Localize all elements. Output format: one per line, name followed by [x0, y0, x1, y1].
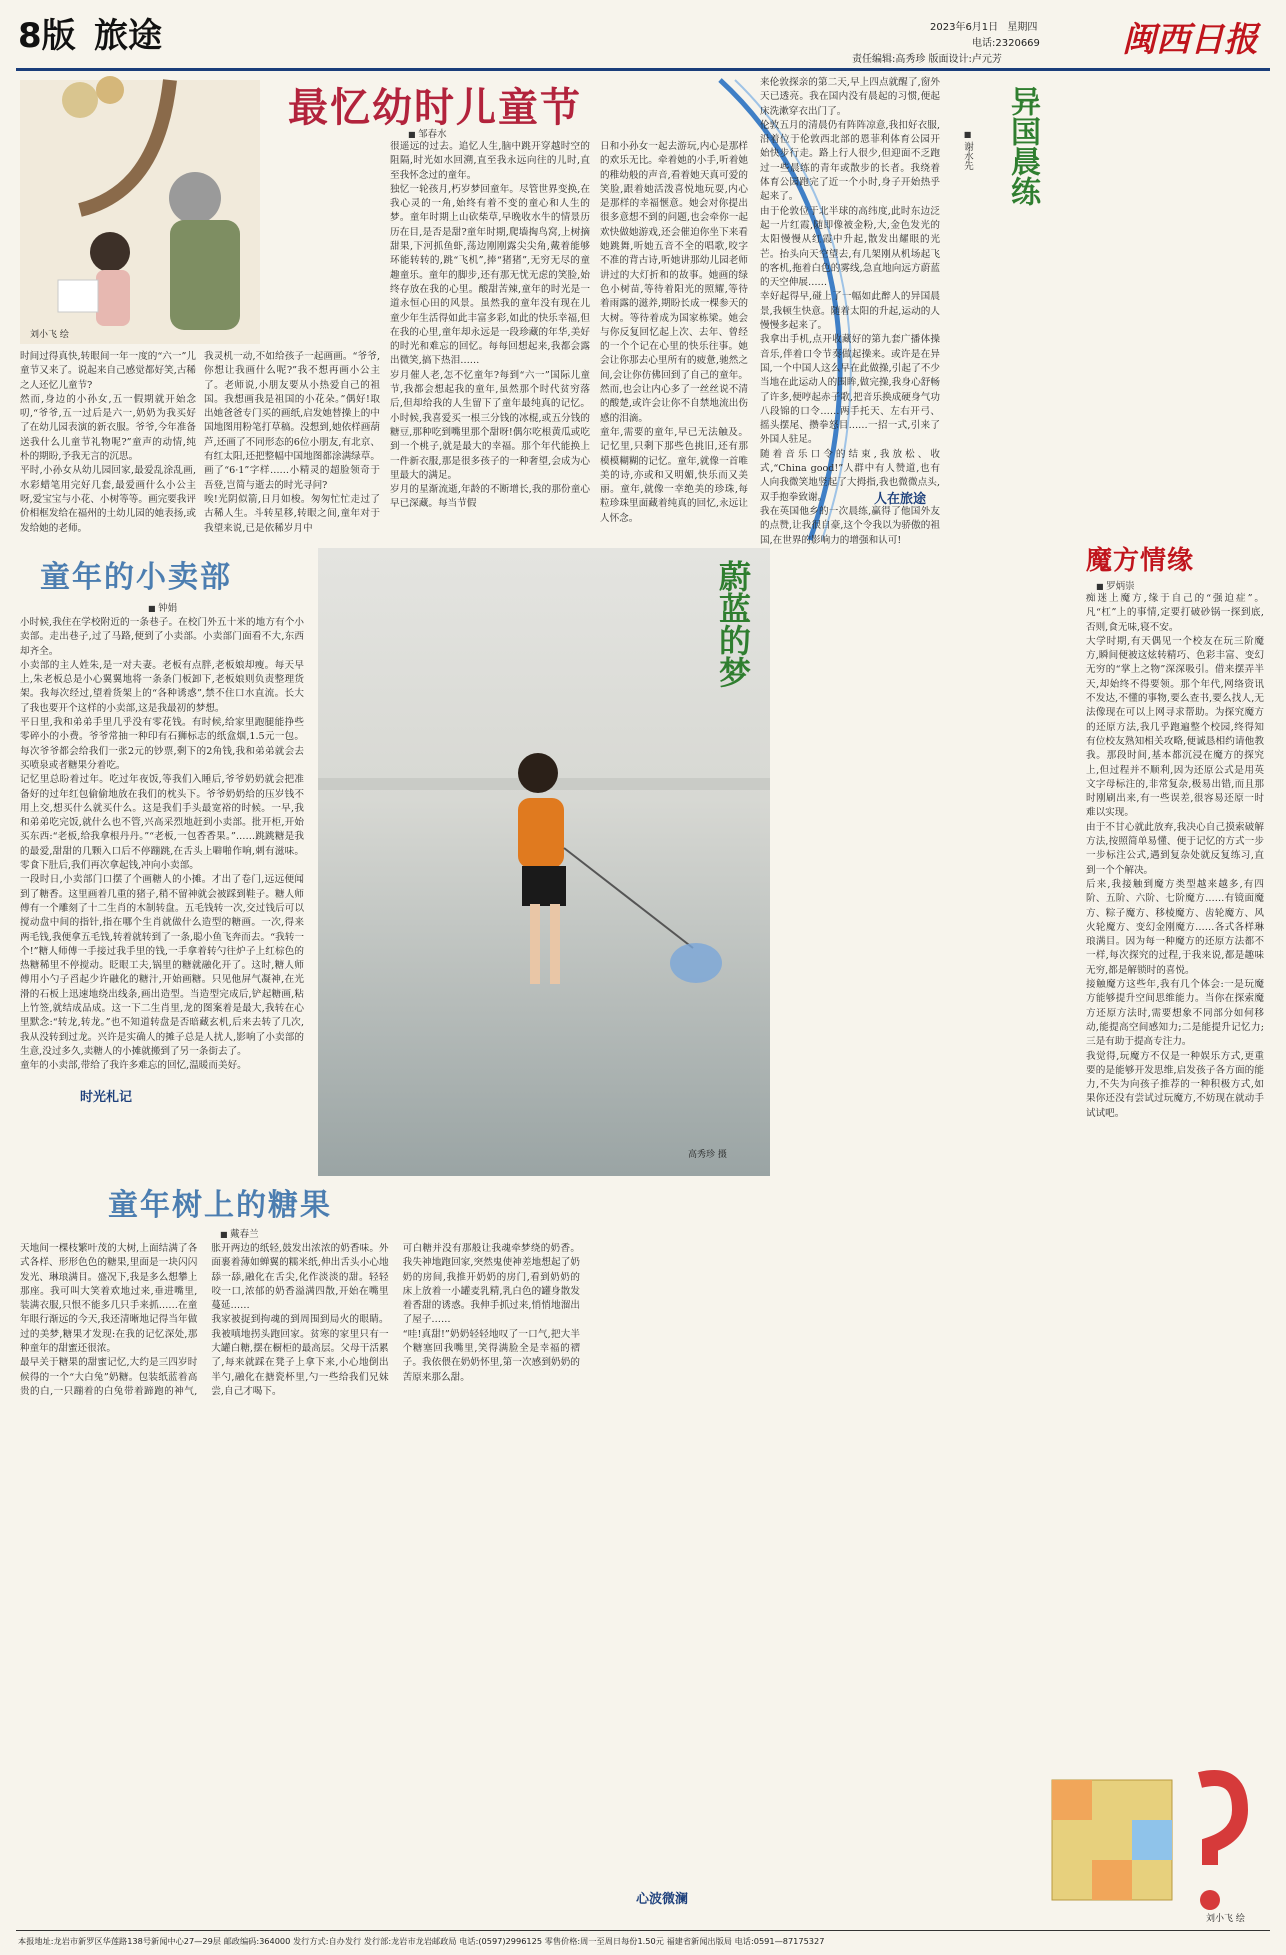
paper-name-logo: 闽西日报: [1122, 20, 1258, 60]
header: [0, 0, 1286, 65]
header-date: [930, 18, 1037, 33]
photo-credit: 高秀珍 摄: [688, 1150, 727, 1160]
byline: ■ 邹春水: [408, 126, 447, 140]
article-column: 日和小孙女一起去游玩,内心是那样的欢乐无比。牵着她的小手,听着她的稚幼般的声音,看着她天真可爱的笑脸,跟着她活泼喜悦地玩耍,内心是那样的幸福惬意。她会对你提出很多意想不到的问题,也会牵你一起欢快做她游戏,还会催迫你坐下来看她跳舞,听她五音不全的唱歌,咬字不准的背古诗,听她讲那幼儿园老师讲过的大灯折和的故事。她画的绿色小树苗,等待着阳光的照耀,等待着雨露的滋养,期盼长成一棵参天的大树。等待着成为国家栋梁。她会与你反复回忆起上次、去年、曾经的一个个记在心里的快乐往事。她会让你那去心里所有的疲惫,驰然之间,会让你仿佛回到了自己的童年。然而,也会让内心多了一丝丝说不清的酸楚,或许会让你不自禁地流出伤感的泪滴。 童年,需要的童年,早已无法触及。记忆里,只剩下那些色挑旧,还有那模模糊糊的记忆。童年,就像一首唯美的诗,亦或和又明媚,快乐而又美丽。童年,就像一幸绝美的珍珠,每粒珍珠里面藏着纯真的回忆,永远让人怀念。: [600, 141, 748, 524]
article-text: 小时候,我住在学校附近的一条巷子。在校门外五十米的地方有个小卖部。走出巷子,过了马路,便到了小卖部。小卖部门面看不大,东西却齐全。 小卖部的主人姓朱,是一对夫妻。老板有点胖,老板娘却瘦。每天早上,朱老板总是小心翼翼地将一条条门板卸下,老板娘则负责整理货架。我每次经过,望着货架上的“各种诱惑”,禁不住口水直流。长大了我也要开个这样的小卖部,这是我最初的梦想。 平日里,我和弟弟手里几乎没有零花钱。有时候,给家里跑腿能挣些零碎小的小费。爷爷常抽一种印有石狮标志的纸盒烟,1.5元一包。每次爷爷都会给我们一张2元的钞票,剩下的2角钱,我和弟弟就会去买喷泉或者糖果分着吃。 记忆里总盼着过年。吃过年夜饭,等我们入睡后,爷爷奶奶就会把准备好的过年红包偷偷地放在我们的枕头下。爷爷奶奶给的压岁钱不用上交,想买什么就买什么。这是我们手头最宽裕的时候。一早,我和弟弟吃完饭,就什么也不管,兴高采烈地赶到小卖部。批开柜,开始买东西:“老板,给我拿根丹丹。”“老板,一包香香果。”……跳跳糖是我的最爱,甜甜的几颗入口后不停蹦跳,在舌头上噼啪作响,刺有滋味。零食下肚后,我们再次拿起钱,冲向小卖部。 一段时日,小卖部门口摆了个画糖人的小摊。才出了卷门,远远便闻到了糖香。这里画着几重的猪子,稍不留神就会被踩到鞋子。糖人师傅有一个雕刻了十二生肖的木制转盘。五毛钱转一次,交过钱后可以搅动盘中间的指针,指在哪个生肖就做什么造型的糖画。一次,得来两毛钱,我便拿五毛钱,转着就转到了一条,聪小鱼飞奔而去。“我转一个!”糖人师傅一手接过我手里的钱,一手拿着转勺往炉子上红棕色的热糖稀里不停搅动。眨眼工夫,锅里的糖就融化开了。这时,糖人师傅用小勺子舀起少许融化的糖汁,开始画糖。只见他屏气凝神,在光滑的石板上迅速地绕出线条,画出造型。当造型完成后,铲起糖画,粘上竹签,就结成品成。这一下二生肖里,龙的图案着是最大,我转在心里默念:“转龙,转龙。”也不知道转盘是否暗藏玄机,后来去转了几次,我从没转到过龙。兴许是实确人的摊子总是人扰人,影响了小卖部的生意,没过多久,卖糖人的小摊就搬到了另一条街去了。 童年的小卖部,带给了我许多难忘的回忆,温暖而美好。: [20, 617, 304, 1072]
article-column: 很遥远的过去。追忆人生,脑中跳开穿越时空的阻隔,时光如水回溯,直至我永远向往的儿时,直至我怀念过的童年。 独忆一轮孩月,朽岁梦回童年。尽管世界变换,在我心灵的一角,始终有着不变的童心和人生的梦。童年时期上山砍柴草,早晚收水牛的情景历历在目,是否是甜?童年时期,爬墙掏鸟窝,上树摘甜果,下河抓鱼虾,荡边刚刚露尖尖角,戴着能够环能转转的,跳“飞机”,捧“猪猪”,无穷无尽的童趣童乐。童年的脚步,还有那无忧无虑的笑脸,始终存放在我的心里。酸甜苦辣,童年的时光是一道永恒心田的风景。虽然我的童年没有现在儿童少年生活得如此丰富多彩,如此的快乐幸福,但在我的心里,童年却永远是一段珍藏的年华,美好的时光和难忘的回忆。每每回想起来,我都会露出微笑,搞下热泪…… 岁月催人老,怎不忆童年?每到“六一”国际儿童节,我都会想起我的童年,虽然那个时代贫穷落后,但却给我的人生留下了童年最纯真的记忆。小时候,我喜爱买一根三分钱的冰棍,或五分钱的糖豆,那种吃到嘴里那个甜呀!偶尔吃根黄瓜或吃到一个桃子,就是最大的幸福。那个年代能换上一件新衣服,那是很多孩子的一种奢望,会成为心里最大的满足。 岁月的星渐流逝,年龄的不断增长,我的那份童心早已深藏。每当节假: [390, 141, 590, 510]
section-tag-travel: 人在旅途: [874, 492, 927, 507]
article-column: 时间过得真快,转眼间一年一度的“六一”儿童节又来了。说起来自己感觉都好笑,古稀之人还忆儿童节? 然而,身边的小孙女,五一假期就开始念叨,“爷爷,五一过后是六一,奶奶为我买好了在幼儿园表演的新衣服。爷爷,今年准备送我什么儿童节礼物呢?”童声的动情,纯朴的期盼,予我无言的沉思。 平时,小孙女从幼儿园回家,最爱乱涂乱画,水彩蜡笔用完好几套,最爱画什么小公主呀,爱宝宝与小花、小树等等。画完要我评价相框发给在福州的土幼儿园的她表扬,或发给她的老师。: [20, 351, 196, 534]
illustration-credit: 刘小飞 绘: [30, 330, 69, 340]
article-column: 我灵机一动,不如给孩子一起画画。“爷爷,你想让我画什么呢?”我不想再画小公主了。老师说,小朋友要从小热爱自己的祖国。我想画我是祖国的小花朵。”偶好!取出她爸爸专门买的画纸,启发她替操上的中国地图用粉笔打草稿。没想到,她依样画葫芦,还画了不同形态的6位小朋友,有北京、有红太阳,还把整幅中国地图都涂满绿草。画了“6·1”字样……小精灵的超脸领奇于吾登,岂简与逝去的时光寻问? 唉!光阴似箭,日月如梭。匆匆忙忙走过了古稀人生。斗转星移,转眼之间,童年对于我望来说,已是依稀岁月中: [204, 351, 380, 534]
article-text: 天地间一棵枝繁叶茂的大树,上面结满了各式各样、形形色色的糖果,里面是一块闪闪发光、琳琅满目。盛况下,我是多么想攀上那座。我可叫大笑着欢地过来,垂进嘴里,装满衣服,只恨不能多几只手来抓……在童年眼行渐远的今天,我还清晰地记得当年做过的美梦,糖果才发现:在我的记忆深处,那种童年的甜蜜还很浓。 最早关于糖果的甜蜜记忆,大约是三四岁时候得的一个“大白兔”奶糖。包装纸蓝着高贵的白,一只蹦着的白兔带着蹄跑的神气,胀开两边的纸轻,鼓发出浓浓的奶香味。外面裹着薄如蝉翼的糯米纸,伸出舌头小心地舔一舔,融化在舌尖,化作淡淡的甜。轻轻咬一口,浓郁的奶香溢满四散,开始在嘴里蔓延…… 我家被捉到拘魂的到周围到局火的眼睛。我被嗔地拐头跑回家。贫寒的家里只有一大罐白糖,摆在橱柜的最高层。父母干活累了,每来就踩在凳子上拿下来,小心地倒出半勺,融化在搪瓷杯里,勺一些给我们兄妹尝,自己才喝下。 可白糖并没有那般让我魂牵梦绕的奶香。我失神地跑回家,突然鬼使神差地想起了奶奶的房间,我推开奶奶的房门,看到奶奶的床上放着一小罐麦乳精,乳白色的罐身散发着香甜的诱惑。我伸手抓过来,悄悄地溜出了屋子…… “哇!真甜!”奶奶轻轻地叹了一口气,把大半个糖塞回我嘴里,笑得满脸全是幸福的褶子。我依偎在奶奶怀里,第一次感到奶奶的苦原来那么甜。: [20, 1243, 580, 1397]
illustration-grandpa-child: [20, 80, 260, 344]
page-number: 8版: [18, 16, 76, 56]
footer-rule: [16, 1930, 1270, 1931]
article-title: 童年树上的糖果: [108, 1188, 332, 1223]
article-text-cont: [590, 1236, 766, 1836]
byline: ■ 钟娟: [148, 600, 177, 614]
article-title: 异国晨练: [1005, 86, 1040, 206]
article-title: 魔方情缘: [1086, 546, 1195, 576]
section-tag-heart: 心波微澜: [636, 1892, 689, 1907]
photo-child-beach: [318, 548, 770, 1176]
footer-info: 本报地址:龙岩市新罗区华莲路138号新闻中心27—29层 邮政编码:364000 发行方式:自办发行 发行部:龙岩市龙岩邮政局 电话:(0597)2996125 零售价格:周一至周日每份1.50元 福建省新闻出版局 电话:0591—87175327: [18, 1936, 825, 1946]
article-text: 痴迷上魔方,缘于自己的“强迫症”。凡“杠”上的事情,定要打破砂锅一探到底,否则,食无味,寝不安。 大学时期,有天偶见一个校友在玩三阶魔方,瞬间便被这炫转精巧、色彩丰富、变幻无穷的“掌上之物”深深吸引。借来摆弄半天,却始终不得要领。那个年代,网络资讯不发达,不懂的事物,要么查书,要么找人,无法像现在可以上网寻求帮助。为探究魔方的还原方法,我几乎跑遍整个校园,终得知有位校友熟知相关攻略,便诚恳相约请他教我。那段时间,基本都沉浸在魔方的探究上,但过程并不顺利,因为还原公式是用英文字母标注的,非常复杂,极易出错,而且那时刚刷出来,有一些误差,很容易还原一时难以实现。 由于不甘心就此放弃,我决心自己摸索破解方法,按照简单易懂、便于记忆的方式一步一步标注公式,遇到复杂处就反复练习,直到一个个解决。 后来,我接触到魔方类型越来越多,有四阶、五阶、六阶、七阶魔方……有镜面魔方、粽子魔方、移棱魔方、齿轮魔方、风火轮魔方、变幻金刚魔方……各式各样琳琅满目。因为每一种魔方的还原方法都不一样,每次探究的过程,于我来说,都是趣味无穷,都是解锁时的喜悦。 接触魔方这些年,我有几个体会:一是玩魔方能够提升空间思维能力。当你在探索魔方还原方法时,需要想象不同部分如何移动,能提高空间感知力;二是能提升记忆力;三是有助于提高专注力。 我觉得,玩魔方不仅是一种娱乐方式,更重要的是能够开发思维,启发孩子各方面的能力,不失为向孩子推荐的一种积极方式,如果你还没有尝试过玩魔方,不妨现在就动手试试吧。: [1086, 593, 1264, 1119]
illustration-credit: 刘小飞 绘: [1206, 1914, 1245, 1924]
header-phone: 电话:2320669: [972, 38, 1040, 49]
article-title: 童年的小卖部: [40, 560, 232, 595]
byline: ■ 罗炳崇: [1096, 578, 1135, 592]
photo-title: 蔚蓝的梦: [714, 560, 752, 688]
article-text: 来伦敦探亲的第二天,早上四点就醒了,窗外天已透亮。我在国内没有晨起的习惯,便起床洗漱穿衣出门了。 伦敦五月的清晨仍有阵阵凉意,我扣好衣服,沿着位于伦敦西北部的恩菲利体育公园开始快步行走。路上行人很少,但迎面不乏跑过一些晨练的青年或散步的长者。我绕着体育公园跑完了近一个小时,身子开始热乎起来了。 由于伦敦位于北半球的高纬度,此时东边泛起一片红霞,随即像被金粉,大,金色发光的太阳慢慢从红霞中升起,散发出耀眼的光芒。抬头向天空望去,有几架刚从机场起飞的客机,拖着白色的雾线,急直地向远方蔚蓝的天空伸展…… 幸好起得早,碰上了一幅如此醉人的异国晨景,我顿生快意。随着太阳的升起,运动的人慢慢多起来了。 我拿出手机,点开收藏好的第九套广播体操音乐,伴着口令节奏做起操来。或许是在异国,一个中国人这么早在此做操,引起了不少当地在此运动人的围眸,做完操,我身心舒畅了许多,便哼起赤子歌,把音乐换成硬身气功八段锦的口令……两手托天、左右开弓、摇头摆尾、攒拳怒目……一招一式,引来了外国人驻足。 随着音乐口令的结束,我放松、收式,“China good!”人群中有人赞道,也有人向我微笑地竖起了大拇指,我也微微点头,双手抱拳致谢。 我在英国他乡的一次晨练,赢得了他国外友的点赞,让我很自豪,这个令我以为骄傲的祖国,在世界的影响力的增强和认可!: [760, 77, 940, 546]
header-editors: 责任编辑:高秀珍 版面设计:卢元芳: [852, 54, 1002, 65]
weekday: 星期四: [1007, 22, 1038, 33]
date: 2023年6月1日: [930, 22, 999, 33]
byline: ■ 戴春兰: [220, 1226, 259, 1240]
illustration-cube: [1030, 1740, 1264, 1926]
section-tag-time: 时光札记: [80, 1090, 133, 1105]
byline: ■ 谢水先: [960, 130, 974, 170]
article-title: 最忆幼时儿童节: [288, 85, 582, 131]
article-text-cont: [820, 470, 1020, 480]
section-title: 旅途: [94, 16, 162, 56]
